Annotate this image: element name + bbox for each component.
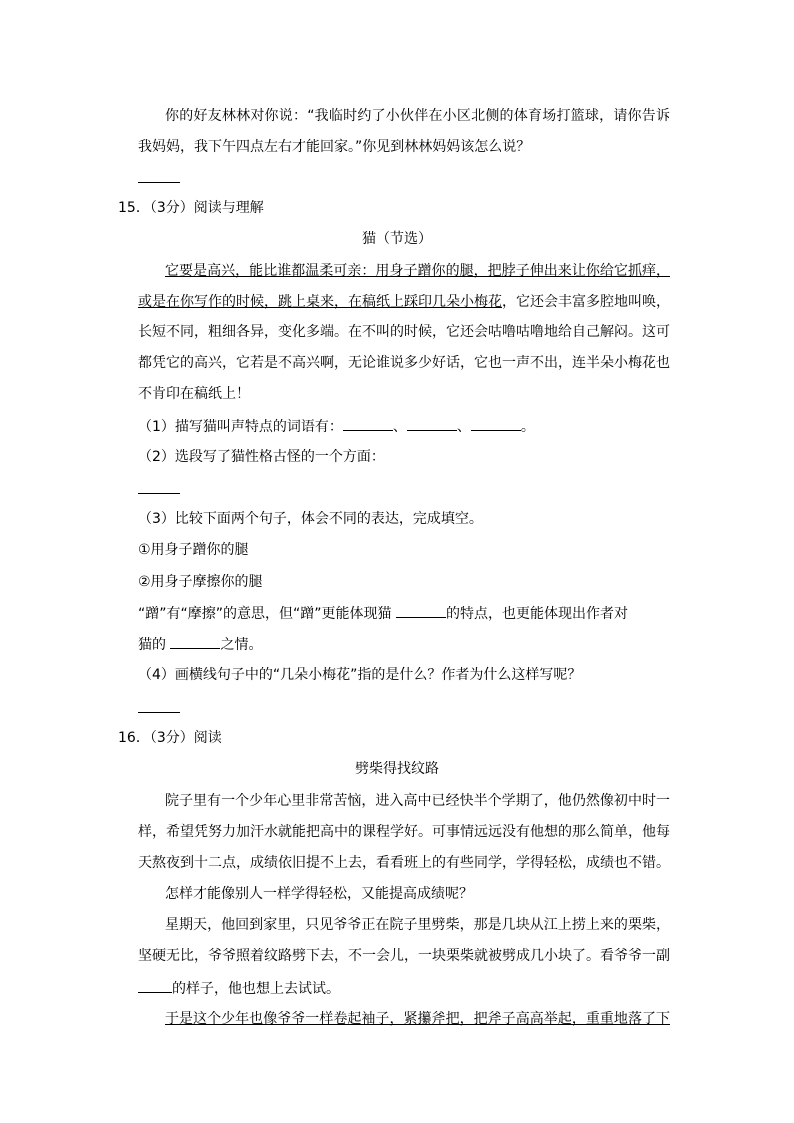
passage-line: 不肯印在稿纸上！: [138, 386, 250, 402]
passage-line: [138, 978, 340, 998]
sub-question-3: （3）比较下面两个句子，体会不同的表达，完成填空。: [138, 511, 483, 527]
fill-blank[interactable]: [407, 416, 457, 431]
text: （1）描写猫叫声特点的词语有：: [138, 419, 343, 435]
text: 的特点，也更能体现出作者对: [445, 606, 628, 622]
fill-blank[interactable]: [471, 416, 521, 431]
passage-title: 劈柴得找纹路: [355, 761, 439, 777]
passage-line: 天熬夜到十二点，成绩依旧提不上去，看看班上的有些同学，学得轻松，成绩也不错。: [138, 855, 670, 871]
passage-line: 院子里有一个少年心里非常苦恼，进入高中已经快半个学期了，他仍然像初中时一: [165, 793, 670, 809]
text: 、: [392, 419, 407, 435]
question-header: 16．（3分）阅读: [118, 730, 222, 746]
underlined-sentence: 或是在你写作的时候，跳上桌来，在稿纸上踩印几朵小梅花: [138, 294, 502, 310]
sentence-2: ②用身子摩擦你的腿: [138, 574, 263, 590]
sub-question-2: （2）选段写了猫性格古怪的一个方面：: [138, 449, 385, 465]
underlined-sentence: 于是这个少年也像爷爷一样卷起袖子，紧攥斧把，把斧子高高举起，重重地落了下: [165, 1011, 670, 1027]
sub-question-1: [138, 416, 535, 436]
fill-sentence: [138, 634, 262, 654]
answer-line: [138, 712, 180, 713]
passage-line: 坚硬无比，爷爷照着纹路劈下去，不一会儿，一块栗柴就被劈成几小块了。看爷爷一副: [138, 948, 670, 964]
text: ，它还会丰富多腔地叫唤，: [502, 294, 670, 310]
passage-line: [138, 292, 670, 312]
text: 之情。: [220, 637, 263, 653]
fill-blank[interactable]: [138, 978, 172, 993]
question-header: 15．（3分）阅读与理解: [118, 200, 264, 216]
underlined-sentence: 它要是高兴，能比谁都温柔可亲：用身子蹭你的腿，把脖子伸出来让你给它抓痒，: [165, 263, 670, 279]
sub-question-4: （4）画横线句子中的“几朵小梅花”指的是什么？作者为什么这样写呢？: [138, 667, 582, 683]
fill-blank[interactable]: [396, 603, 446, 618]
text: 。: [520, 419, 535, 435]
answer-line: [138, 182, 180, 183]
q14-text: 我妈妈，我下午四点左右才能回家。”你见到林林妈妈该怎么说？: [138, 139, 531, 155]
passage-line: 都凭它的高兴，它若是不高兴啊，无论谁说多少好话，它也一声不出，连半朵小梅花也: [138, 355, 670, 371]
fill-sentence: [138, 603, 628, 623]
text: 、: [456, 419, 471, 435]
passage-line: 星期天，他回到家里，只见爷爷正在院子里劈柴，那是几块从江上捞上来的栗柴，: [165, 917, 670, 933]
passage-title: 猫（节选）: [362, 231, 432, 247]
q14-text: 你的好友林林对你说：“我临时约了小伙伴在小区北侧的体育场打篮球，请你告诉: [165, 108, 670, 124]
passage-line: 长短不同，粗细各异，变化多端。在不叫的时候，它还会咕噜咕噜地给自己解闷。这可: [138, 324, 670, 340]
fill-blank[interactable]: [170, 634, 220, 649]
text: “蹭”有“摩擦”的意思，但“蹭”更能体现猫: [138, 606, 396, 622]
text: 的样子，他也想上去试试。: [172, 981, 340, 997]
passage-line: 样，希望凭努力加汗水就能把高中的课程学好。可事情远远没有他想的那么简单，他每: [138, 824, 670, 840]
answer-line: [138, 493, 180, 494]
sentence-1: ①用身子蹭你的腿: [138, 542, 249, 558]
text: 猫的: [138, 637, 171, 653]
fill-blank[interactable]: [343, 416, 393, 431]
passage-line: 怎样才能像别人一样学得轻松，又能提高成绩呢？: [165, 886, 473, 902]
